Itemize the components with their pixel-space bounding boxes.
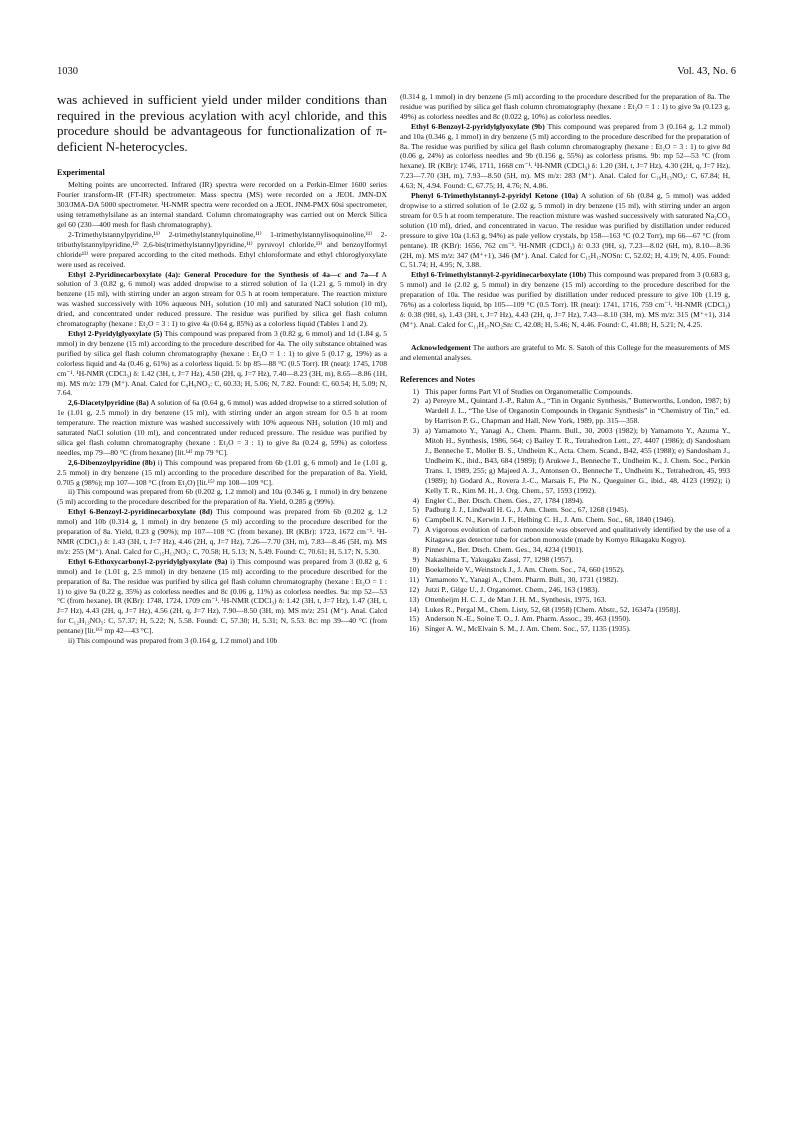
reference-number: 16): [408, 624, 419, 634]
reference-text: a) Pereyre M., Quintard J.-P., Rahm A., “Tin in Organic Synthesis,” Butterworths, London, 1987; b) Wardell J. L., “The Use of Organotin Compounds in Organic Synthesis” in “Chemistry of Tin,” ed. by Harrison P. G., Chapman and Hall, New York, 1989, pp. 315—358.: [425, 396, 730, 426]
reference-text: Boekelheide V., Weinstock J., J. Am. Chem. Soc., 74, 660 (1952).: [425, 564, 625, 574]
reference-number: 11): [409, 574, 419, 584]
reference-text: a) Yamamoto Y., Yanagi A., Chem. Pharm. Bull., 30, 2003 (1982); b) Yamamoto Y., Azuma Y., Mitoh H., Synthesis, 1986, 564; c) Bailey T. R., Tetrahedron Lett., 27, 4407 (1986); d) Sandosham J., Benneche T., Moller B. S., Undheim K., Acta. Chem. Scand., B42, 455 (1988); e) Sandosham J., Undheim K., ibid., B43, 684 (1989); f) Arukwe J., Benneche T., Undheim K., J. Chem. Soc., Perkin Trans. 1, 1989, 255; g) Majeed A. J., Antonsen O., Benneche T., Undheim K., Tetrahedron, 45, 993 (1989); h) Godard A., Rovera J.-C., Marsais F., Ple N., Queguiner G., ibid., 48, 4123 (1992); i) Kelly T. R., Kim M. H., J. Org. Chem., 57, 1593 (1992).: [425, 426, 730, 495]
reference-item: [400, 555, 730, 565]
procedure-title: Ethyl 2-Pyridylglyoxylate (5): [68, 328, 163, 338]
procedure-body: This compound was prepared from 6b (0.202 g, 1.2 mmol) and 10b (0.314 g, 1 mmol) in dry benzene (5 ml) according to the procedure described for the preparation of 8a. Yield, 0.23 g (90%); mp 107—108 °C (from hexane). IR (KBr): 1723, 1672 cm⁻¹. ¹H-NMR (CDCl₃) δ: 1.43 (3H, t, J=7 Hz), 4.46 (2H, q, J=7 Hz), 7.26—7.70 (3H, m), 7.83—8.46 (5H, m). MS m/z: 255 (M⁺). Anal. Calcd for C₁₅H₁₃NO₃: C, 70.58; H, 5.13; N, 5.49. Found: C, 70.61; H, 5.17; N, 5.30.: [57, 507, 387, 556]
reference-text: Ottenheijm H. C. J., de Man J. H. M., Synthesis, 1975, 163.: [425, 594, 607, 604]
reference-text: Jutzi P., Gilge U., J. Organomet. Chem., 246, 163 (1983).: [425, 584, 600, 594]
procedure-title: Ethyl 6-Trimethylstannyl-2-pyridinecarboxylate (10b): [411, 270, 587, 280]
reference-text: Padburg J. J., Lindwall H. G., J. Am. Chem. Soc., 67, 1268 (1945).: [425, 505, 629, 515]
procedure-title: Ethyl 6-Benzoyl-2-pyridinecarboxylate (8d): [68, 507, 213, 517]
reference-item: [400, 387, 730, 397]
procedure-body: A solution of 6a (0.64 g, 6 mmol) was added dropwise to a stirred solution of 1e (1.01 g, 2.5 mmol) in dry benzene (15 ml), with stirring under an argon stream for 0.5 h at room temperature. The reaction mixture was washed successively with 10% aqueous NH₃ solution (10 ml) and saturated NaCl solution (10 ml), and concentrated under reduced pressure. The residue was purified by silica gel flash column chromatography (hexane : Et₂O = 3 : 1) to give 8a (0.24 g, 59%) as colorless needles, mp 79—80 °C (from hexane) [lit.¹⁴⁾ mp 79 °C].: [57, 398, 387, 457]
acknowledgement: [400, 343, 730, 363]
reference-number: 12): [408, 584, 419, 594]
reference-text: Yamamoto Y., Yanagi A., Chem. Pharm. Bull., 30, 1731 (1982).: [425, 574, 619, 584]
procedure-8d: [57, 507, 387, 557]
spacer: [400, 363, 730, 375]
procedure-body: A solution of 3 (0.82 g, 6 mmol) was added dropwise to a stirred solution of 1a (1.21 g, 5 mmol) in dry benzene (15 ml), with stirring under an argon stream for 0.5 h at room temperature. The reaction mixture was washed successively with 10% aqueous NH₃ solution (10 ml) and saturated NaCl solution (10 ml), dried, and concentrated under reduced pressure. The residue was purified by silica gel flash column chromatography (hexane : Et₂O = 3 : 1) to give 4a (0.64 g, 85%) as a colorless liquid (Tables 1 and 2).: [57, 269, 387, 329]
reference-number: 3): [412, 426, 419, 436]
general-methods-paragraph: Melting points are uncorrected. Infrared (IR) spectra were recorded on a Perkin-Elmer 1600 series Fourier transform-IR (FT-IR) spectrometer. Mass spectra (MS) were recorded on a JEOL JMN-DX 303/JMA-DA 5000 spectrometer. ¹H-NMR spectra were recorded on a JEOL JNM-PMX 60si spectrometer, using tetramethylsilane as an internal standard. Column chromatography was carried out on Merck Silica gel 60 (230—400 mesh for flash chromatography).: [57, 180, 387, 229]
reference-item: [400, 624, 730, 634]
reference-item: [400, 505, 730, 515]
reference-number: 8): [412, 545, 419, 555]
procedure-title: Ethyl 6-Benzoyl-2-pyridylglyoxylate (9b): [411, 121, 545, 131]
procedure-body: This compound was prepared from 3 (0.683 g, 5 mmol) and 1e (2.02 g, 5 mmol) in dry benzene (15 ml) according to the procedure described for the preparation of 10a. The residue was purified by distillation under reduced pressure to give 10b (1.19 g, 76%) as a colorless liquid, bp 105—109 °C (0.5 Torr). IR (neat): 1741, 1716, 759 cm⁻¹. ¹H-NMR (CDCl₃) δ: 0.38 (9H, s), 1.43 (3H, t, J=7 Hz), 4.43 (2H, q, J=7 Hz), 7.43—8.10 (3H, m). MS m/z: 315 (M⁺+1), 314 (M⁺). Anal. Calcd for C₁₁H₁₇NO₂Sn: C, 42.08; H, 5.46; N, 4.46. Found: C, 41.88; H, 5.21; N, 4.25.: [400, 270, 730, 329]
reference-item: [400, 515, 730, 525]
reference-item: [400, 585, 730, 595]
procedure-title: Ethyl 2-Pyridinecarboxylate (4a): General Procedure for the Synthesis of 4a—c and 7a—f: [68, 269, 379, 279]
procedure-body: This compound was prepared from 3 (0.82 g, 6 mmol) and 1d (1.84 g, 5 mmol) in dry benzene (15 ml) according to the procedure described for 4a. The oily substance obtained was purified by silica gel flash column chromatography (hexane : Et₂O = 1 : 1) to give 5 (0.17 g, 19%) as a colorless liquid and 4a (0.46 g, 61%) as a colorless liquid. 5: bp 85—88 °C (0.5 Torr). IR (neat): 1745, 1708 cm⁻¹. ¹H-NMR (CDCl₃) δ: 1.42 (3H, t, J=7 Hz), 4.50 (2H, q, J=7 Hz), 7.40—8.23 (3H, m), 8.65—8.86 (1H, m). MS m/z: 179 (M⁺). Anal. Calcd for C₉H₉NO₃: C, 60.33; H, 5.06; N, 7.82. Found: C, 60.54; H, 5.09; N, 7.64.: [57, 328, 387, 398]
procedure-9a-ii: ii) This compound was prepared from 3 (0.164 g, 1.2 mmol) and 10b: [68, 636, 278, 646]
reference-number: 2): [412, 396, 419, 406]
procedure-9a: [57, 557, 387, 636]
references-heading: References and Notes: [400, 374, 475, 384]
procedure-body: i) This compound was prepared from 3 (0.82 g, 6 mmol) and 1e (1.01 g, 2.5 mmol) in dry benzene (15 ml) according to the procedure described for the preparation of 8a. The residue was purified by silica gel flash column chromatography (hexane : Et₂O = 1 : 1) to give 9a (0.22 g, 35%) as colorless needles and 8c (0.06 g, 11%) as colorless needles. 9a: mp 52—53 °C (from hexane). IR (KBr): 1748, 1724, 1709 cm⁻¹. ¹H-NMR (CDCl₃) δ: 1.42 (3H, t, J=7 Hz), 1.47 (3H, t, J=7 Hz), 4.43 (2H, q, J=7 Hz), 4.56 (2H, q, J=7 Hz), 7.90—8.50 (3H, m). MS m/z: 251 (M⁺). Anal. Calcd for C₁₂H₁₃NO₅: C, 57.37; H, 5.22; N, 5.58. Found: C, 57.30; H, 5.31; N, 5.53. 8c: mp 39—40 °C (from pentane) [lit.¹⁶⁾ mp 42—43 °C].: [57, 556, 387, 636]
reference-number: 9): [412, 554, 419, 564]
reference-item: [400, 496, 730, 506]
reference-item: [400, 396, 730, 426]
running-header: [57, 66, 736, 80]
procedure-title: 2,6-Diacetylpyridine (8a): [68, 398, 149, 408]
procedure-title: Ethyl 6-Ethoxycarbonyl-2-pyridylglyoxylate (9a): [68, 556, 228, 566]
procedure-8a: [57, 398, 387, 457]
experimental-heading: Experimental: [57, 168, 105, 178]
reference-number: 10): [408, 564, 419, 574]
reference-number: 13): [408, 594, 419, 604]
procedure-title: Phenyl 6-Trimethylstannyl-2-pyridyl Ketone (10a): [411, 191, 578, 201]
reference-number: 6): [412, 515, 419, 525]
procedure-body: A solution of 6b (0.84 g, 5 mmol) was added dropwise to a stirred solution of 1e (2.02 g, 5 mmol) in dry benzene (15 ml), with stirring under an argon stream for 0.5 h at room temperature. The reaction mixture was washed successively with saturated Na₂CO₃ solution (10 ml), dried, and concentrated in vacuo. The residue was purified by distillation under reduced pressure to give 10a (1.63 g, 94%) as pale yellow crystals, bp 158—163 °C (0.2 Torr), mp 66—67 °C (from pentane). IR (KBr): 1656, 762 cm⁻¹. ¹H-NMR (CDCl₃) δ: 0.33 (9H, s), 7.23—8.02 (6H, m), 8.10—8.36 (2H, m). MS m/z: 347 (M⁺+1), 346 (M⁺). Anal. Calcd for C₁₅H₁₇NOSn: C, 52.02; H, 4.19; N, 4.05. Found: C, 51.74; H, 4.95; N, 3.88.: [400, 191, 731, 270]
procedure-8b-ii: ii) This compound was prepared from 6b (0.202 g, 1.2 mmol) and 10a (0.346 g, 1 mmol) in dry benzene (5 ml) according to the procedure described for the preparation of 8a. Yield, 0.285 g (99%).: [57, 487, 387, 507]
reference-text: Singer A. W., McElvain S. M., J. Am. Chem. Soc., 57, 1135 (1935).: [425, 624, 631, 634]
procedure-body: This compound was prepared from 3 (0.164 g, 1.2 mmol) and 10a (0.346 g, 1 mmol) in dry benzene (5 ml) according to the procedure described for the preparation of 8a. The residue was purified by silica gel flash column chromatography (hexane : Et₂O = 3 : 1) to give 8d (0.06 g, 24%) as colorless needles and 9b (0.156 g, 55%) as colorless prisms. 9b: mp 52—53 °C (from hexane). IR (KBr): 1746, 1711, 1668 cm⁻¹. ¹H-NMR (CDCl₃) δ: 1.20 (3H, t, J=7 Hz), 4.30 (2H, q, J=7 Hz), 7.23—7.70 (3H, m), 7.93—8.50 (5H, m). MS m/z: 283 (M⁺). Anal. Calcd for C₁₆H₁₃NO₄: C, 67.84; H, 4.63; N, 4.94. Found: C, 67.75; H, 4.76; N, 4.86.: [400, 121, 731, 191]
procedure-8b: [57, 458, 387, 488]
reference-text: This paper forms Part VI of Studies on Organometallic Compounds.: [425, 386, 633, 396]
acknowledgement-title: Acknowledgement: [411, 342, 471, 352]
reference-number: 7): [412, 525, 419, 535]
reference-number: 4): [412, 495, 419, 505]
reference-text: A vigorous evolution of carbon monoxide was observed and qualitatively identified by the use of a Kitagawa gas detector tube for carbon monoxide (made by Komyo Rikagaku Kogyo).: [425, 525, 730, 545]
reference-item: [400, 565, 730, 575]
reference-item: [400, 595, 730, 605]
procedure-body: i) This compound was prepared from 6b (1.01 g, 6 mmol) and 1e (1.01 g, 2.5 mmol) in dry benzene (15 ml) according to the procedure described for the preparation of 8a. Yield, 0.705 g (98%); mp 107—108 °C (from Et₂O) [lit.¹⁵⁾ mp 108—109 °C].: [57, 457, 387, 487]
reference-text: Pinner A., Ber. Dtsch. Chem. Ges., 34, 4234 (1901).: [425, 545, 584, 555]
reference-item: [400, 426, 730, 495]
reference-number: 1): [412, 386, 419, 396]
reference-text: Campbell K. N., Kerwin J. F., Helbing C. H., J. Am. Chem. Soc., 68, 1840 (1946).: [425, 515, 676, 525]
reference-item: [400, 545, 730, 555]
references-list: [400, 387, 730, 635]
reference-text: Lukes R., Pergal M., Chem. Listy, 52, 68 (1958) [Chem. Abstr., 52, 16347a (1958)].: [425, 604, 681, 614]
procedure-title: 2,6-Dibenzoylpyridine (8b): [68, 457, 156, 467]
reference-item: [400, 614, 730, 624]
reference-item: [400, 605, 730, 615]
reference-item: [400, 575, 730, 585]
page-number: 1030: [57, 66, 78, 77]
reference-text: Anderson N.-E., Soine T. O., J. Am. Pharm. Assoc., 39, 463 (1950).: [425, 614, 631, 624]
intro-paragraph: was achieved in sufficient yield under milder conditions than required in the previous acylation with acyl chloride, and this procedure should be advantageous for functionalization of π-deficient N-heterocycles.: [57, 92, 387, 154]
reference-number: 14): [408, 604, 419, 614]
right-column: [400, 92, 730, 634]
reference-number: 15): [408, 614, 419, 624]
reference-text: Engler C., Ber. Dtsch. Chem. Ges., 27, 1784 (1894).: [425, 495, 584, 505]
left-column: [57, 92, 387, 646]
acknowledgement-body: The authors are grateful to Mr. S. Satoh of this College for the measurements of MS and elemental analyses.: [400, 342, 730, 362]
spacer: [400, 330, 730, 343]
reagents-paragraph: 2-Trimethylstannylpyridine,¹¹⁾ 2-trimethylstannylquinoline,¹¹⁾ 1-trimethylstannylisoquinoline,¹¹⁾ 2-tributhylstannylpyridine,¹²⁾ 2,6-bis(trimethylstannyl)pyridine,¹¹⁾ pyruvoyl chloride,¹³⁾ and benzoylformyl chloride¹³⁾ were prepared according to the cited methods. Ethyl chloroformate and ethyl chloroglyoxylate were used as received.: [57, 229, 387, 269]
procedure-4a: [57, 270, 387, 329]
procedure-9a-continued: (0.314 g, 1 mmol) in dry benzene (5 ml) according to the procedure described for the preparation of 8a. The residue was purified by silica gel flash column chromatography (hexane : Et₂O = 1 : 1) to give 9a (0.123 g, 49%) as colorless needles and 8c (0.022 g, 10%) as colorless needles.: [400, 92, 730, 121]
reference-text: Nakashima T., Yakugaku Zassi, 77, 1298 (1957).: [425, 554, 574, 564]
procedure-10a: [400, 191, 730, 270]
volume-issue: Vol. 43, No. 6: [677, 66, 736, 77]
procedure-10b: [400, 270, 730, 329]
procedure-5: [57, 329, 387, 398]
procedure-9b: [400, 122, 730, 191]
reference-number: 5): [412, 505, 419, 515]
reference-item: [400, 525, 730, 545]
